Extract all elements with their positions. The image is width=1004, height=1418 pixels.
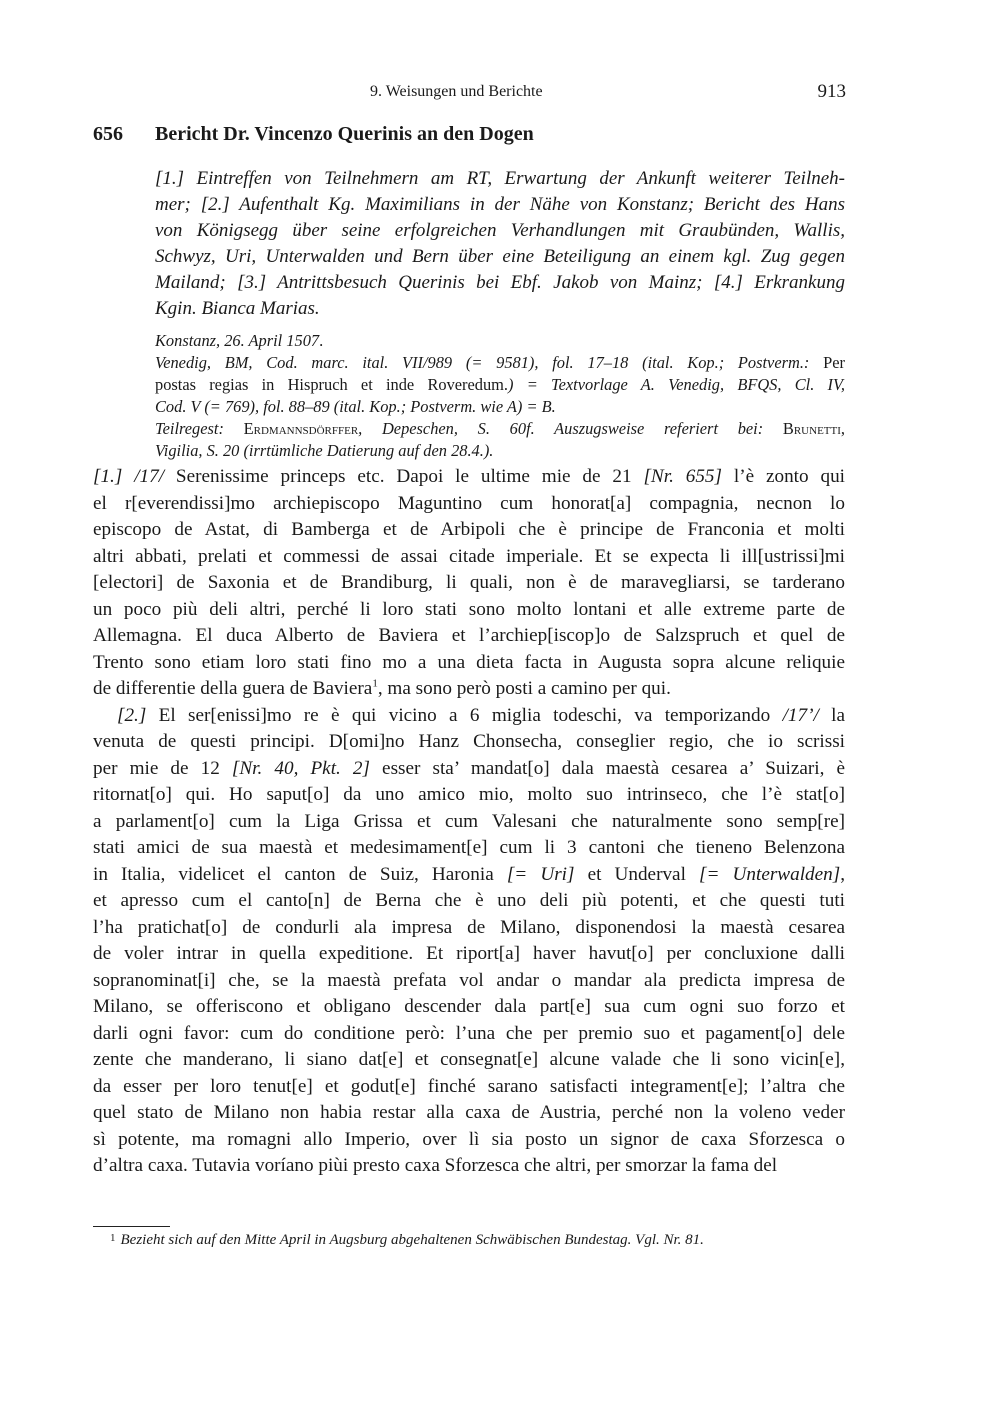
sources-line — [155, 396, 845, 418]
text-run: Brunetti — [782, 419, 841, 438]
regest-summary — [155, 166, 845, 322]
text-run: [electori] de Saxonia et de Brandiburg, li quali, non è de maravegliarsi, se tarderano — [93, 572, 845, 593]
body-line — [93, 1021, 845, 1048]
body-line — [93, 597, 845, 624]
text-run: Schwyz, Uri, Unterwalden und Bern über eine Beteiligung an einem kgl. Zug gegen — [155, 246, 845, 267]
body-line — [93, 1047, 845, 1074]
text-run: [= Unterwalden] — [699, 863, 841, 885]
body-line — [93, 1100, 845, 1127]
regest-line — [155, 296, 845, 322]
body-line — [93, 517, 845, 544]
text-run: zente che manderano, li siano dat[e] et consegnat[e] alcune valade che li sono vicin[e], — [93, 1049, 845, 1070]
text-run: sì potente, ma romagni allo Imperio, over lì sia posto un signor de caxa Sforzesca o — [93, 1128, 845, 1150]
body-line — [93, 676, 845, 703]
footnote-divider — [93, 1226, 170, 1227]
text-run: [= Uri] — [506, 863, 575, 885]
document-heading — [93, 123, 534, 146]
regest-line — [155, 270, 845, 296]
text-run: a parlament[o] cum la Liga Grissa et cum Valesani che naturalmente sono semp[re] — [93, 810, 845, 832]
text-run: Per — [809, 353, 845, 372]
body-line — [93, 862, 845, 889]
body-line — [93, 915, 845, 942]
text-run: el r[everendissi]mo archiepiscopo Maguntino cum honorat[a] compagnia, necnon lo — [93, 492, 845, 514]
text-run: , — [840, 419, 845, 438]
text-run — [224, 419, 244, 438]
body-line — [93, 491, 845, 518]
body-line — [93, 835, 845, 862]
text-run: , Depeschen, S. 60f. Auszugsweise referiert bei: — [358, 419, 764, 438]
body-line — [93, 729, 845, 756]
regest-line — [155, 192, 845, 218]
text-run: darli ogni favor: cum do conditione però: l’una che per premio suo et pagament[o] dele — [93, 1022, 845, 1044]
page-number: 913 — [817, 81, 846, 102]
body-line — [93, 1153, 845, 1180]
body-line — [93, 968, 845, 995]
text-run: da esser per loro tenut[e] et godut[e] finché sarano satisfacti integrament[e]; l’altra che — [93, 1075, 845, 1097]
body-line — [93, 756, 845, 783]
body-line — [93, 570, 845, 597]
text-run: postas regias in Hispruch et inde Roveredum. — [155, 375, 509, 394]
document-title: Bericht Dr. Vincenzo Querinis an den Dogen — [155, 123, 534, 145]
text-run: [1.] Eintreffen von Teilnehmern am RT, Erwartung der Ankunft weiterer Teilneh- — [155, 168, 845, 189]
sources-line — [155, 418, 845, 440]
text-run: Cod. V (= 769), fol. 88–89 (ital. Kop.; Postverm. wie A) = B. — [155, 397, 556, 416]
text-run: Milano, se offeriscono et obligano descender dala part[e] sua cum ogni suo forzo et — [93, 996, 845, 1017]
text-run: Konstanz, 26. April 1507 — [155, 331, 320, 350]
text-run: [2.] — [117, 704, 147, 726]
text-run: Venedig, BM, Cod. marc. ital. VII/989 (= 9581), fol. 17–18 (ital. Kop.; Postverm.: — [155, 353, 810, 372]
text-run: la — [818, 704, 845, 726]
regest-line — [155, 166, 845, 192]
text-run: esser sta’ mandat[o] dala maestà cesarea a’ Suizari, è — [369, 757, 845, 779]
running-header: 9. Weisungen und Berichte — [370, 83, 543, 100]
body-line — [93, 994, 845, 1021]
text-run: /17’/ — [782, 704, 819, 726]
text-run: ritornat[o] qui. Ho saput[o] da uno amico mio, molto suo intrinseco, che l’è stat[o] — [93, 784, 845, 805]
text-run: Trento sono etiam loro stati fino mo a una dieta facta in Augusta sopra alcune reliquie — [93, 651, 845, 673]
text-run: mer; [2.] Aufenthalt Kg. Maximilians in der Nähe von Konstanz; Bericht des Hans — [155, 194, 845, 215]
body-line — [93, 703, 845, 730]
document-body — [93, 464, 845, 1180]
text-run: Allemagna. El duca Alberto de Baviera et l’archiep[iscop]o de Salzspruch et quel de — [93, 625, 845, 646]
text-run: [Nr. 655] — [643, 466, 722, 487]
text-run: altri abbati, prelati et commessi de assai citade imperiale. Et se expecta li ill[ustrissi]mi — [93, 545, 845, 567]
sources-line — [155, 374, 845, 396]
body-line — [93, 809, 845, 836]
text-run — [763, 419, 783, 438]
text-run: un poco più deli altri, perché li loro stati sono molto lontani et alle extreme parte de — [93, 598, 845, 620]
text-run: sopranominat[i] che, se la maestà prefata vol andar o mandar ala predicta impresa de — [93, 969, 845, 991]
text-run: episcopo de Astat, di Bamberga et de Arbipoli che è principe de Franconia et molti — [93, 519, 845, 540]
footnote-mark: 1 — [110, 1232, 116, 1244]
body-line — [93, 623, 845, 650]
text-run: , — [840, 863, 845, 885]
body-line — [93, 544, 845, 571]
text-run: Serenissime princeps etc. Dapoi le ultime mie de 21 — [164, 466, 644, 487]
text-run: [Nr. 40, Pkt. 2] — [231, 757, 370, 779]
source-notes — [155, 330, 845, 462]
text-run: Teilregest: — [155, 419, 224, 438]
text-run: , ma sono però posti a camino per qui. — [377, 678, 671, 699]
body-line — [93, 650, 845, 677]
sources-line — [155, 330, 845, 352]
text-run: Kgin. Bianca Marias. — [155, 298, 320, 319]
text-run: venuta de questi principi. D[omi]no Hanz Chonsecha, conseglier regio, che io scrissi — [93, 731, 845, 752]
body-line — [93, 782, 845, 809]
sources-line — [155, 440, 845, 462]
text-run: Erdmannsdörffer — [243, 419, 359, 438]
footnote-text: Bezieht sich auf den Mitte April in Augsburg abgehaltenen Schwäbischen Bundestag. Vgl. Nr. 81. — [120, 1232, 704, 1248]
footnote — [110, 1232, 704, 1249]
body-line — [93, 464, 845, 491]
body-line — [93, 941, 845, 968]
text-run: et apresso cum el canto[n] de Berna che è uno deli più potenti, et che questi tuti — [93, 890, 845, 911]
text-run: El ser[enissi]mo re è qui vicino a 6 miglia todeschi, va temporizando — [146, 704, 783, 726]
text-run: de differentie della guera de Baviera — [93, 678, 373, 699]
text-run: de voler intrar in quella expeditione. Et riport[a] haver havut[o] per concluxione dalli — [93, 943, 845, 964]
text-run: stati amici de sua maestà et medesimament[e] cum li 3 cantoni che tieneno Belenzona — [93, 837, 845, 858]
body-line — [93, 1074, 845, 1101]
text-run: per mie de 12 — [93, 757, 232, 779]
text-run: d’altra caxa. Tutavia voríano piùi presto caxa Sforzesca che altri, per smorzar la fama del — [93, 1155, 778, 1176]
text-run: l’ha pratichat[o] de condurli ala impresa de Milano, disponendosi la maestà cesarea — [93, 916, 845, 938]
text-run: Mailand; [3.] Antrittsbesuch Querinis bei Ebf. Jakob von Mainz; [4.] Erkrankung — [155, 272, 845, 293]
body-line — [93, 1127, 845, 1154]
footnote-reference: 1 — [372, 677, 378, 690]
text-run: . — [319, 331, 324, 350]
text-run: et Underval — [574, 863, 700, 885]
regest-line — [155, 218, 845, 244]
document-number: 656 — [93, 123, 123, 145]
text-run: von Königsegg über seine erfolgreichen Verhandlungen mit Graubünden, Wallis, — [155, 220, 845, 241]
text-run: quel stato de Milano non habia restar alla caxa de Austria, perché non la voleno veder — [93, 1102, 845, 1123]
text-run: in Italia, videlicet el canton de Suiz, Haronia — [93, 863, 507, 885]
text-run: Vigilia, S. 20 (irrtümliche Datierung auf den 28.4.). — [155, 441, 494, 460]
text-run: ) = Textvorlage A. Venedig, BFQS, Cl. IV, — [508, 375, 845, 394]
sources-line — [155, 352, 845, 374]
text-run: l’è zonto qui — [722, 466, 845, 487]
text-run: [1.] /17/ — [93, 466, 165, 487]
regest-line — [155, 244, 845, 270]
body-line — [93, 888, 845, 915]
